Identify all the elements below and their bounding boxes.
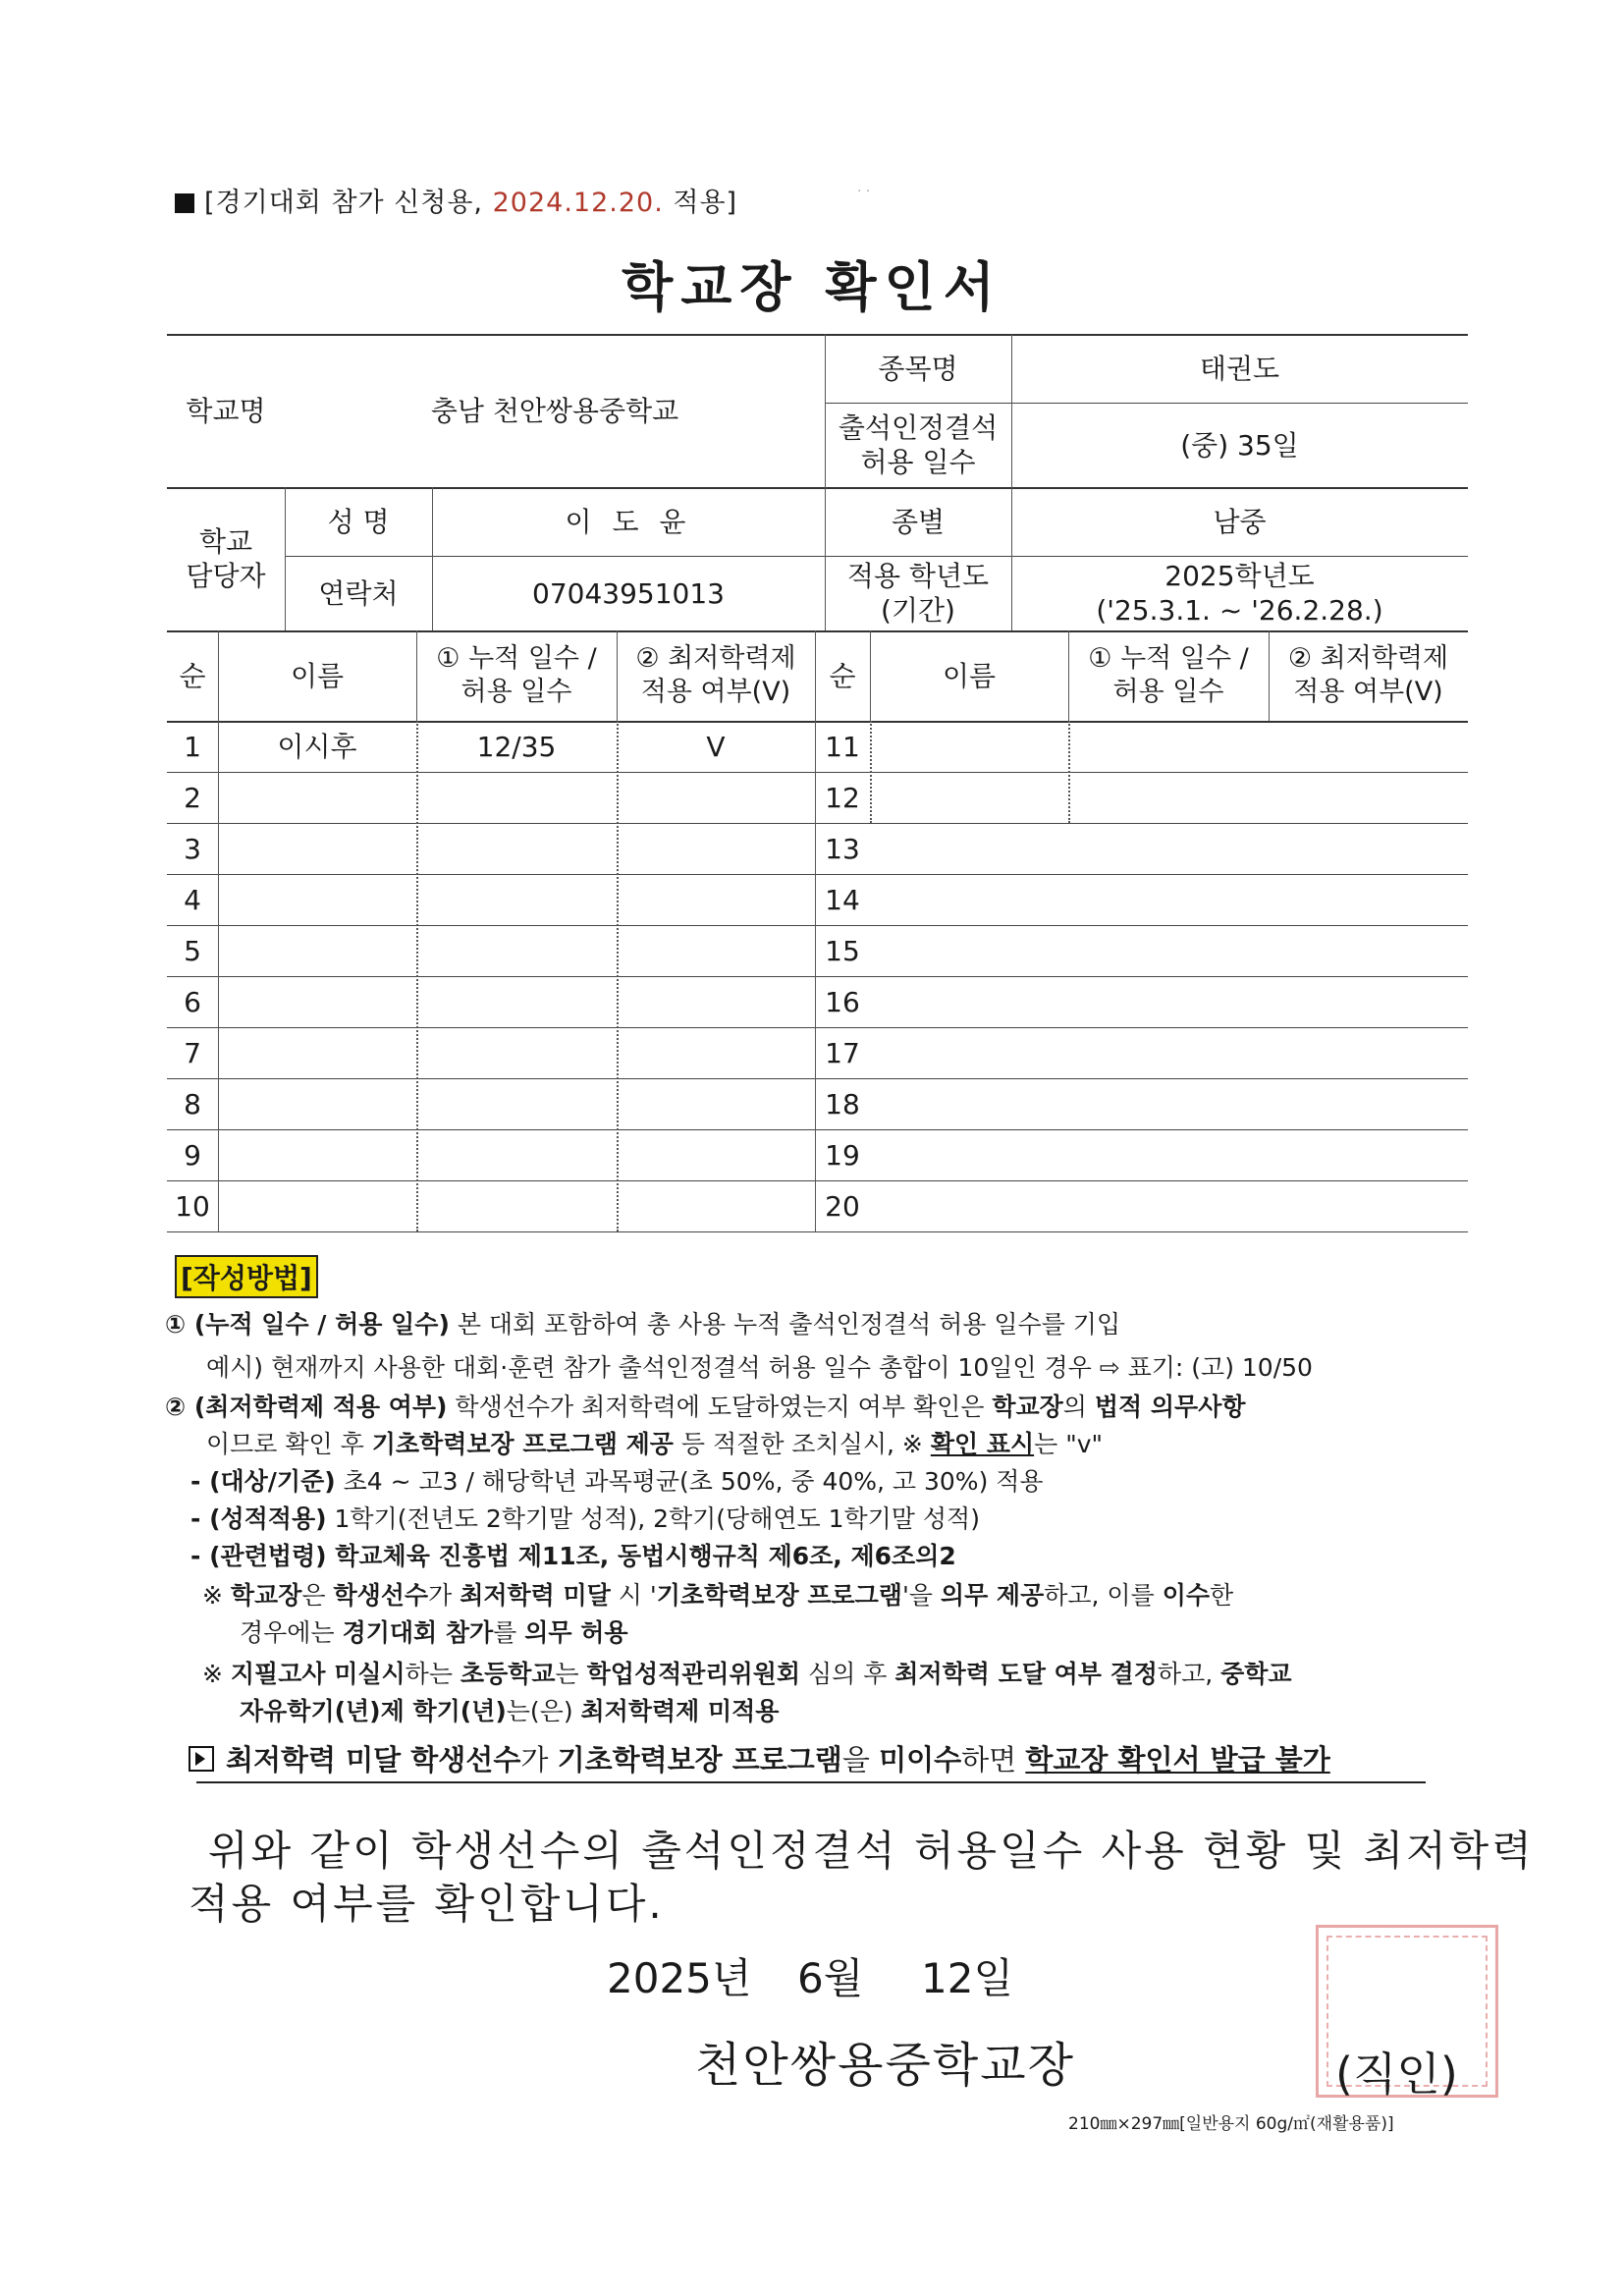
table-row-name[interactable]	[218, 772, 416, 823]
table-row-name[interactable]	[218, 1180, 416, 1231]
seal-label: (직인)	[1335, 2048, 1458, 2101]
table-row-no: 6	[184, 985, 201, 1018]
header-check-right: ② 최저학력제 적용 여부(V)	[1287, 643, 1449, 707]
table-row-check[interactable]	[1269, 721, 1468, 772]
principal-title: 천안쌍용중학교장	[695, 2038, 1075, 2093]
table-row-no: 8	[184, 1087, 201, 1121]
table-row-name[interactable]	[870, 874, 1068, 925]
square-bullet-icon	[175, 193, 194, 213]
table-row-check[interactable]	[1269, 1129, 1468, 1180]
table-row-name[interactable]	[218, 874, 416, 925]
instruction-line: ① (누적 일수 / 허용 일수) 본 대회 포함하여 총 사용 누적 출석인정결석 허용 일수를 기입	[165, 1310, 1121, 1339]
header-name-right: 이름	[942, 659, 997, 692]
table-row-days[interactable]	[1068, 874, 1269, 925]
table-row-check[interactable]	[617, 772, 815, 823]
table-row-days[interactable]	[416, 772, 617, 823]
year-label: 적용 학년도 (기간)	[846, 560, 990, 627]
manager-name: 이 도 윤	[565, 505, 692, 538]
allow-days-label: 출석인정결석 허용 일수	[838, 411, 999, 478]
table-row-no: 17	[825, 1036, 860, 1069]
effective-date: 2024.12.20.	[492, 188, 664, 218]
table-row-days[interactable]	[1068, 823, 1269, 874]
table-row-check[interactable]	[1269, 925, 1468, 976]
table-row-days[interactable]	[416, 1129, 617, 1180]
table-row-check[interactable]	[617, 1180, 815, 1231]
document-title: 학교장 확인서	[622, 256, 1002, 318]
school-name-label: 학교명	[186, 394, 266, 427]
confirmation-text-1: 위와 같이 학생선수의 출석인정결석 허용일수 사용 현황 및 최저학력	[208, 1827, 1535, 1875]
instruction-line: ② (최저학력제 적용 여부) 학생선수가 최저학력에 도달하였는지 여부 확인은 학교장의 법적 의무사항	[165, 1393, 1246, 1421]
manager-label: 학교 담당자	[186, 525, 266, 592]
table-row-no: 5	[184, 934, 201, 967]
table-row-name[interactable]	[218, 1027, 416, 1078]
instruction-line: ※ 학교장은 학생선수가 최저학력 미달 시 '기초학력보장 프로그램'을 의무 제공하고, 이를 이수한	[202, 1581, 1234, 1610]
table-row-days[interactable]	[1068, 925, 1269, 976]
table-divider	[870, 630, 871, 721]
table-row-days[interactable]	[416, 976, 617, 1027]
table-divider	[617, 630, 618, 721]
table-row-check[interactable]	[1269, 1078, 1468, 1129]
date-day: 12일	[921, 1954, 1014, 2002]
table-row-days[interactable]	[1068, 1027, 1269, 1078]
date-month: 6월	[797, 1954, 864, 2002]
table-row-days[interactable]	[1068, 721, 1269, 772]
table-divider	[1269, 630, 1270, 721]
instruction-line: - (관련법령) 학교체육 진흥법 제11조, 동법시행규칙 제6조, 제6조의2	[190, 1542, 956, 1570]
table-row-name[interactable]: 이시후	[277, 730, 357, 763]
table-row-name[interactable]	[218, 823, 416, 874]
table-row-name[interactable]	[870, 721, 1068, 772]
table-row-no: 19	[825, 1138, 860, 1172]
table-row-days[interactable]	[1068, 1180, 1269, 1231]
table-row-days[interactable]	[416, 1078, 617, 1129]
instruction-line: 경우에는 경기대회 참가를 의무 허용	[240, 1618, 628, 1647]
confirmation-text-2: 적용 여부를 확인합니다.	[189, 1880, 665, 1928]
table-row-name[interactable]	[870, 772, 1068, 823]
table-row-no: 2	[184, 781, 201, 814]
table-row-check[interactable]	[1269, 1180, 1468, 1231]
table-row-check[interactable]	[617, 874, 815, 925]
table-row-no: 13	[825, 832, 860, 865]
table-row-days[interactable]	[416, 925, 617, 976]
table-row-no: 7	[184, 1036, 201, 1069]
table-row-name[interactable]	[870, 823, 1068, 874]
table-row-no: 10	[175, 1189, 210, 1223]
allow-days-value: (중) 35일	[1180, 428, 1299, 462]
table-row-line	[167, 1231, 1468, 1232]
table-row-days[interactable]	[1068, 1129, 1269, 1180]
instructions-title: [작성방법]	[175, 1255, 318, 1298]
table-row-days[interactable]	[1068, 1078, 1269, 1129]
table-row-check[interactable]	[617, 1129, 815, 1180]
manager-name-label: 성 명	[327, 505, 390, 538]
table-row-name[interactable]	[218, 976, 416, 1027]
table-row-no: 11	[825, 730, 860, 763]
table-row-check[interactable]	[617, 925, 815, 976]
table-row-name[interactable]	[870, 925, 1068, 976]
header-no-right: 순	[829, 659, 856, 692]
table-row-no: 16	[825, 985, 860, 1018]
notice-underline	[196, 1781, 1426, 1783]
table-row-days[interactable]	[416, 823, 617, 874]
table-row-check[interactable]	[617, 976, 815, 1027]
date-year: 2025년	[607, 1954, 752, 2002]
table-row-no: 1	[184, 730, 201, 763]
table-row-name[interactable]	[870, 976, 1068, 1027]
instruction-line: ※ 지필고사 미실시하는 초등학교는 학업성적관리위원회 심의 후 최저학력 도달 여부 결정하고, 중학교	[202, 1660, 1292, 1688]
table-row-check[interactable]	[617, 823, 815, 874]
event-label: 종목명	[878, 352, 958, 385]
table-row-name[interactable]	[218, 925, 416, 976]
instruction-line: 자유학기(년)제 학기(년)는(은) 최저학력제 미적용	[240, 1697, 780, 1725]
event-value: 태권도	[1199, 352, 1280, 385]
table-row-days[interactable]	[1068, 976, 1269, 1027]
issuance-notice: 최저학력 미달 학생선수가 기초학력보장 프로그램을 미이수하면 학교장 확인서 발급 불가	[189, 1738, 1330, 1778]
table-row-name[interactable]	[870, 1078, 1068, 1129]
table-row-check[interactable]	[1269, 874, 1468, 925]
school-name: 충남 천안쌍용중학교	[430, 394, 679, 427]
contact-label: 연락처	[318, 576, 399, 610]
table-row-check[interactable]: V	[706, 730, 726, 763]
table-divider	[1068, 630, 1069, 721]
contact-value: 07043951013	[532, 576, 725, 610]
year-value: 2025학년도 ('25.3.1. ~ '26.2.28.)	[1096, 560, 1383, 627]
category-value: 남중	[1213, 505, 1267, 538]
paper-spec-note: 210㎜×297㎜[일반용지 60g/㎡(재활용품)]	[1068, 2114, 1394, 2134]
header-check-left: ② 최저학력제 적용 여부(V)	[635, 643, 796, 707]
table-row-check[interactable]	[1269, 772, 1468, 823]
header-no-left: 순	[179, 659, 206, 692]
instruction-line: 이므로 확인 후 기초학력보장 프로그램 제공 등 적절한 조치실시, ※ 확인 표시는 "v"	[206, 1430, 1104, 1458]
table-row-name[interactable]	[870, 1129, 1068, 1180]
header-name-left: 이름	[290, 659, 345, 692]
table-row-name[interactable]	[218, 1129, 416, 1180]
table-row-days[interactable]	[416, 874, 617, 925]
table-row-name[interactable]	[218, 1078, 416, 1129]
instruction-line: 예시) 현재까지 사용한 대회·훈련 참가 출석인정결석 허용 일수 총합이 10일인 경우 ⇨ 표기: (고) 10/50	[206, 1353, 1313, 1382]
table-row-days[interactable]	[416, 1180, 617, 1231]
instruction-line: - (대상/기준) 초4 ~ 고3 / 해당학년 과목평균(초 50%, 중 40%, 고 30%) 적용	[190, 1467, 1044, 1496]
table-row-days[interactable]	[416, 1027, 617, 1078]
table-row-name[interactable]	[870, 1180, 1068, 1231]
table-row-check[interactable]	[1269, 976, 1468, 1027]
table-row-no: 15	[825, 934, 860, 967]
table-row-no: 18	[825, 1087, 860, 1121]
arrow-box-icon	[189, 1746, 214, 1772]
table-row-check[interactable]	[1269, 823, 1468, 874]
table-row-no: 3	[184, 832, 201, 865]
header-days-left: ① 누적 일수 / 허용 일수	[436, 643, 597, 707]
table-row-days[interactable]	[1068, 772, 1269, 823]
form-usage-note: [경기대회 참가 신청용, 2024.12.20. 적용]	[175, 181, 737, 219]
table-row-no: 4	[184, 883, 201, 916]
table-row-no: 20	[825, 1189, 860, 1223]
table-divider	[416, 630, 417, 721]
table-row-check[interactable]	[617, 1027, 815, 1078]
table-row-check[interactable]	[1269, 1027, 1468, 1078]
table-row-no: 9	[184, 1138, 201, 1172]
table-row-no: 12	[825, 781, 860, 814]
table-row-no: 14	[825, 883, 860, 916]
header-days-right: ① 누적 일수 / 허용 일수	[1088, 643, 1249, 707]
instruction-line: - (성적적용) 1학기(전년도 2학기말 성적), 2학기(당해연도 1학기말 성적)	[190, 1504, 980, 1533]
table-row-name[interactable]	[870, 1027, 1068, 1078]
table-row-days[interactable]: 12/35	[476, 730, 557, 763]
table-row-check[interactable]	[617, 1078, 815, 1129]
punch-mark: · ·	[857, 184, 871, 199]
category-label: 종별	[891, 505, 946, 538]
